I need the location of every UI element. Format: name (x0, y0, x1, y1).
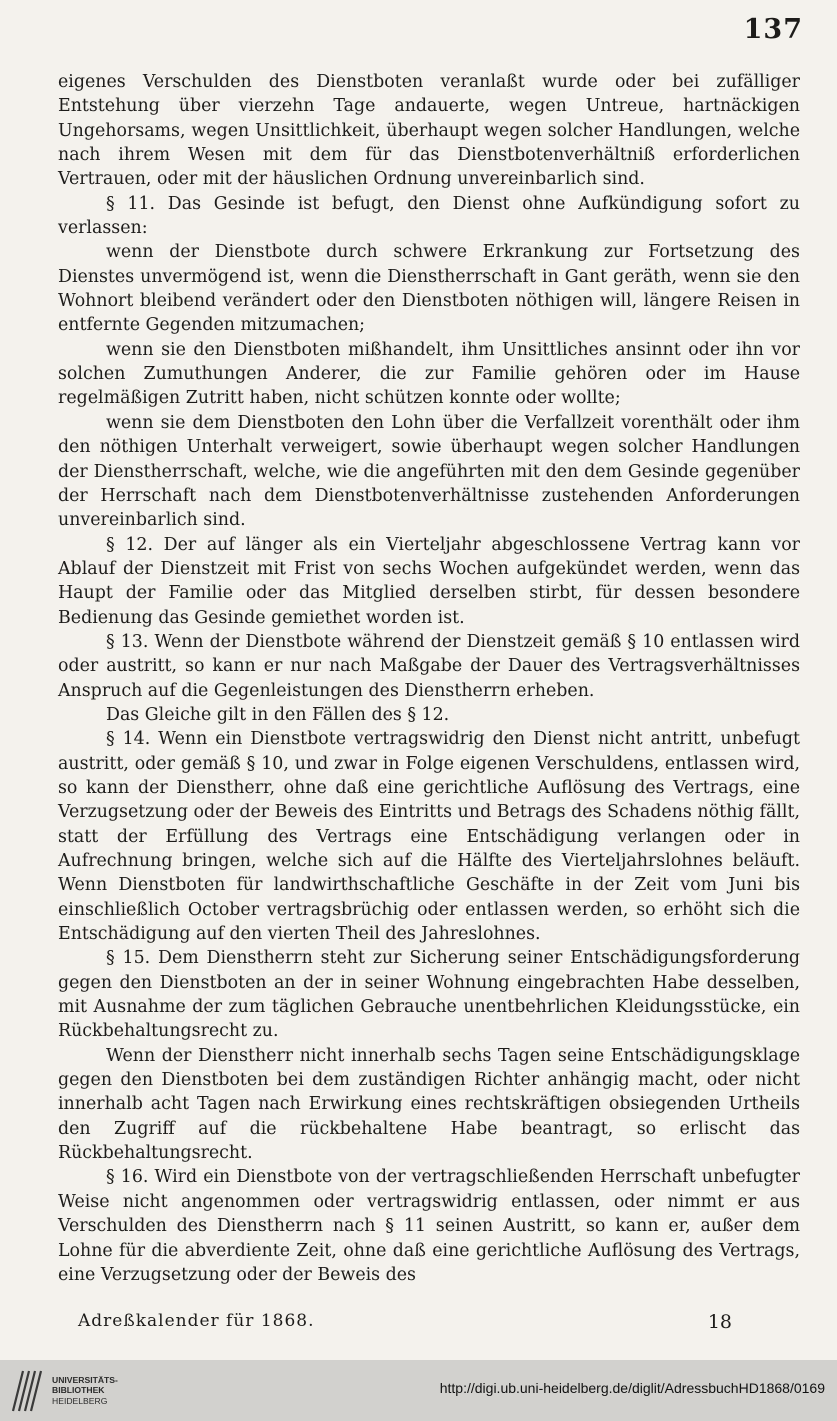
paragraph: Wenn der Dienstherr nicht innerhalb sechs Tagen seine Entschädigungsklage gegen den Dienstboten bei dem zuständigen Richter anhängig macht, oder nicht innerhalb acht Tagen nach Erwirkung eines rechtskräftigen obsiegenden Urtheils den Zugriff auf die rückbehaltene Habe beantragt, so erlischt das Rückbehaltungsrecht. (58, 1045, 800, 1164)
paragraph-section-14: § 14. Wenn ein Dienstbote vertragswidrig den Dienst nicht antritt, unbefugt austritt, oder gemäß § 10, und zwar in Folge eigenen Verschuldens, entlassen wird, so kann der Dienstherr, ohne daß eine gerichtliche Auflösung des Vertrags, eine Verzugsetzung oder der Beweis des Eintritts und Betrags des Schadens nöthig fällt, statt der Erfüllung des Vertrags eine Entschädigung verlangen oder in Aufrechnung bringen, welche sich auf die Hälfte des Vierteljahrslohnes beläuft. Wenn Dienstboten für landwirthschaftliche Geschäfte in der Zeit vom Juni bis einschließlich October vertragsbrüchig oder entlassen werden, so erhöht sich die Entschädigung auf den vierten Theil des Jahreslohnes. (58, 729, 800, 945)
paragraph: eigenes Verschulden des Dienstboten veranlaßt wurde oder bei zufälliger Entstehung über vierzehn Tage andauerte, wegen Untreue, hartnäckigen Ungehorsams, wegen Unsittlichkeit, überhaupt wegen solcher Handlungen, welche nach ihrem Wesen mit dem für das Dienstbotenverhältniß erforderlichen Vertrauen, oder mit der häuslichen Ordnung unvereinbarlich sind. (58, 72, 800, 190)
paragraph-section-16: § 16. Wird ein Dienstbote von der vertragschließenden Herrschaft unbefugter Weise nicht angenommen oder vertragswidrig entlassen, oder nimmt er aus Verschulden des Dienstherrn nach § 11 seinen Austritt, so kann er, außer dem Lohne für die abverdiente Zeit, ohne daß eine gerichtliche Auflösung des Vertrags, eine Verzugsetzung oder der Beweis des (58, 1167, 800, 1285)
library-logo[interactable] (10, 1369, 118, 1413)
page-number: 137 (743, 14, 803, 45)
library-seal-icon (10, 1369, 44, 1413)
library-name-line: HEIDELBERG (52, 1395, 108, 1406)
library-bar (0, 1360, 837, 1421)
body-text (58, 70, 800, 1287)
library-name (52, 1375, 118, 1407)
page-footer (78, 1311, 732, 1333)
paragraph-section-13: § 13. Wenn der Dienstbote während der Dienstzeit gemäß § 10 entlassen wird oder austritt, so kann er nur nach Maßgabe der Dauer des Vertragsverhältnisses Anspruch auf die Gegenleistungen des Dienstherrn erheben. (58, 631, 800, 701)
signature-mark: 18 (707, 1311, 732, 1333)
paragraph-section-12: § 12. Der auf länger als ein Vierteljahr abgeschlossene Vertrag kann vor Ablauf der Dienstzeit mit Frist von sechs Wochen aufgekündet werden, wenn das Haupt der Familie oder das Mitglied derselben stirbt, für dessen besondere Bedienung das Gesinde gemiethet worden ist. (58, 534, 800, 628)
footer-title: Adreßkalender für 1868. (78, 1311, 315, 1331)
library-name-line: UNIVERSITÄTS- (52, 1374, 118, 1385)
paragraph: Das Gleiche gilt in den Fällen des § 12. (106, 704, 450, 725)
paragraph-section-15: § 15. Dem Dienstherrn steht zur Sicherung seiner Entschädigungsforderung gegen den Dienstboten an der in seiner Wohnung eingebrachten Habe desselben, mit Ausnahme der zum täglichen Gebrauche unentbehrlichen Kleidungsstücke, ein Rückbehaltungsrecht zu. (58, 948, 800, 1042)
source-url-link[interactable]: http://digi.ub.uni-heidelberg.de/diglit/AdressbuchHD1868/0169 (439, 1380, 825, 1396)
paragraph: wenn sie den Dienstboten mißhandelt, ihm Unsittliches ansinnt oder ihn vor solchen Zumuthungen Anderer, die zur Familie gehören oder im Hause regelmäßigen Zutritt haben, nicht schützen konnte oder wollte; (58, 339, 800, 409)
paragraph: wenn der Dienstbote durch schwere Erkrankung zur Fortsetzung des Dienstes unvermögend ist, wenn die Dienstherrschaft in Gant geräth, wenn sie den Wohnort bleibend verändert oder den Dienstboten nöthigen will, längere Reisen in entfernte Gegenden mitzumachen; (58, 242, 800, 336)
paragraph: wenn sie dem Dienstboten den Lohn über die Verfallzeit vorenthält oder ihm den nöthigen Unterhalt verweigert, sowie überhaupt wegen solcher Handlungen der Dienstherrschaft, welche, wie die angeführten mit den dem Gesinde gegenüber der Herrschaft nach dem Dienstbotenverhältnisse zustehenden Anforderungen unvereinbarlich sind. (58, 412, 800, 531)
paragraph-section-11: § 11. Das Gesinde ist befugt, den Dienst ohne Aufkündigung sofort zu verlassen: (58, 193, 800, 239)
library-name-line: BIBLIOTHEK (52, 1385, 105, 1396)
